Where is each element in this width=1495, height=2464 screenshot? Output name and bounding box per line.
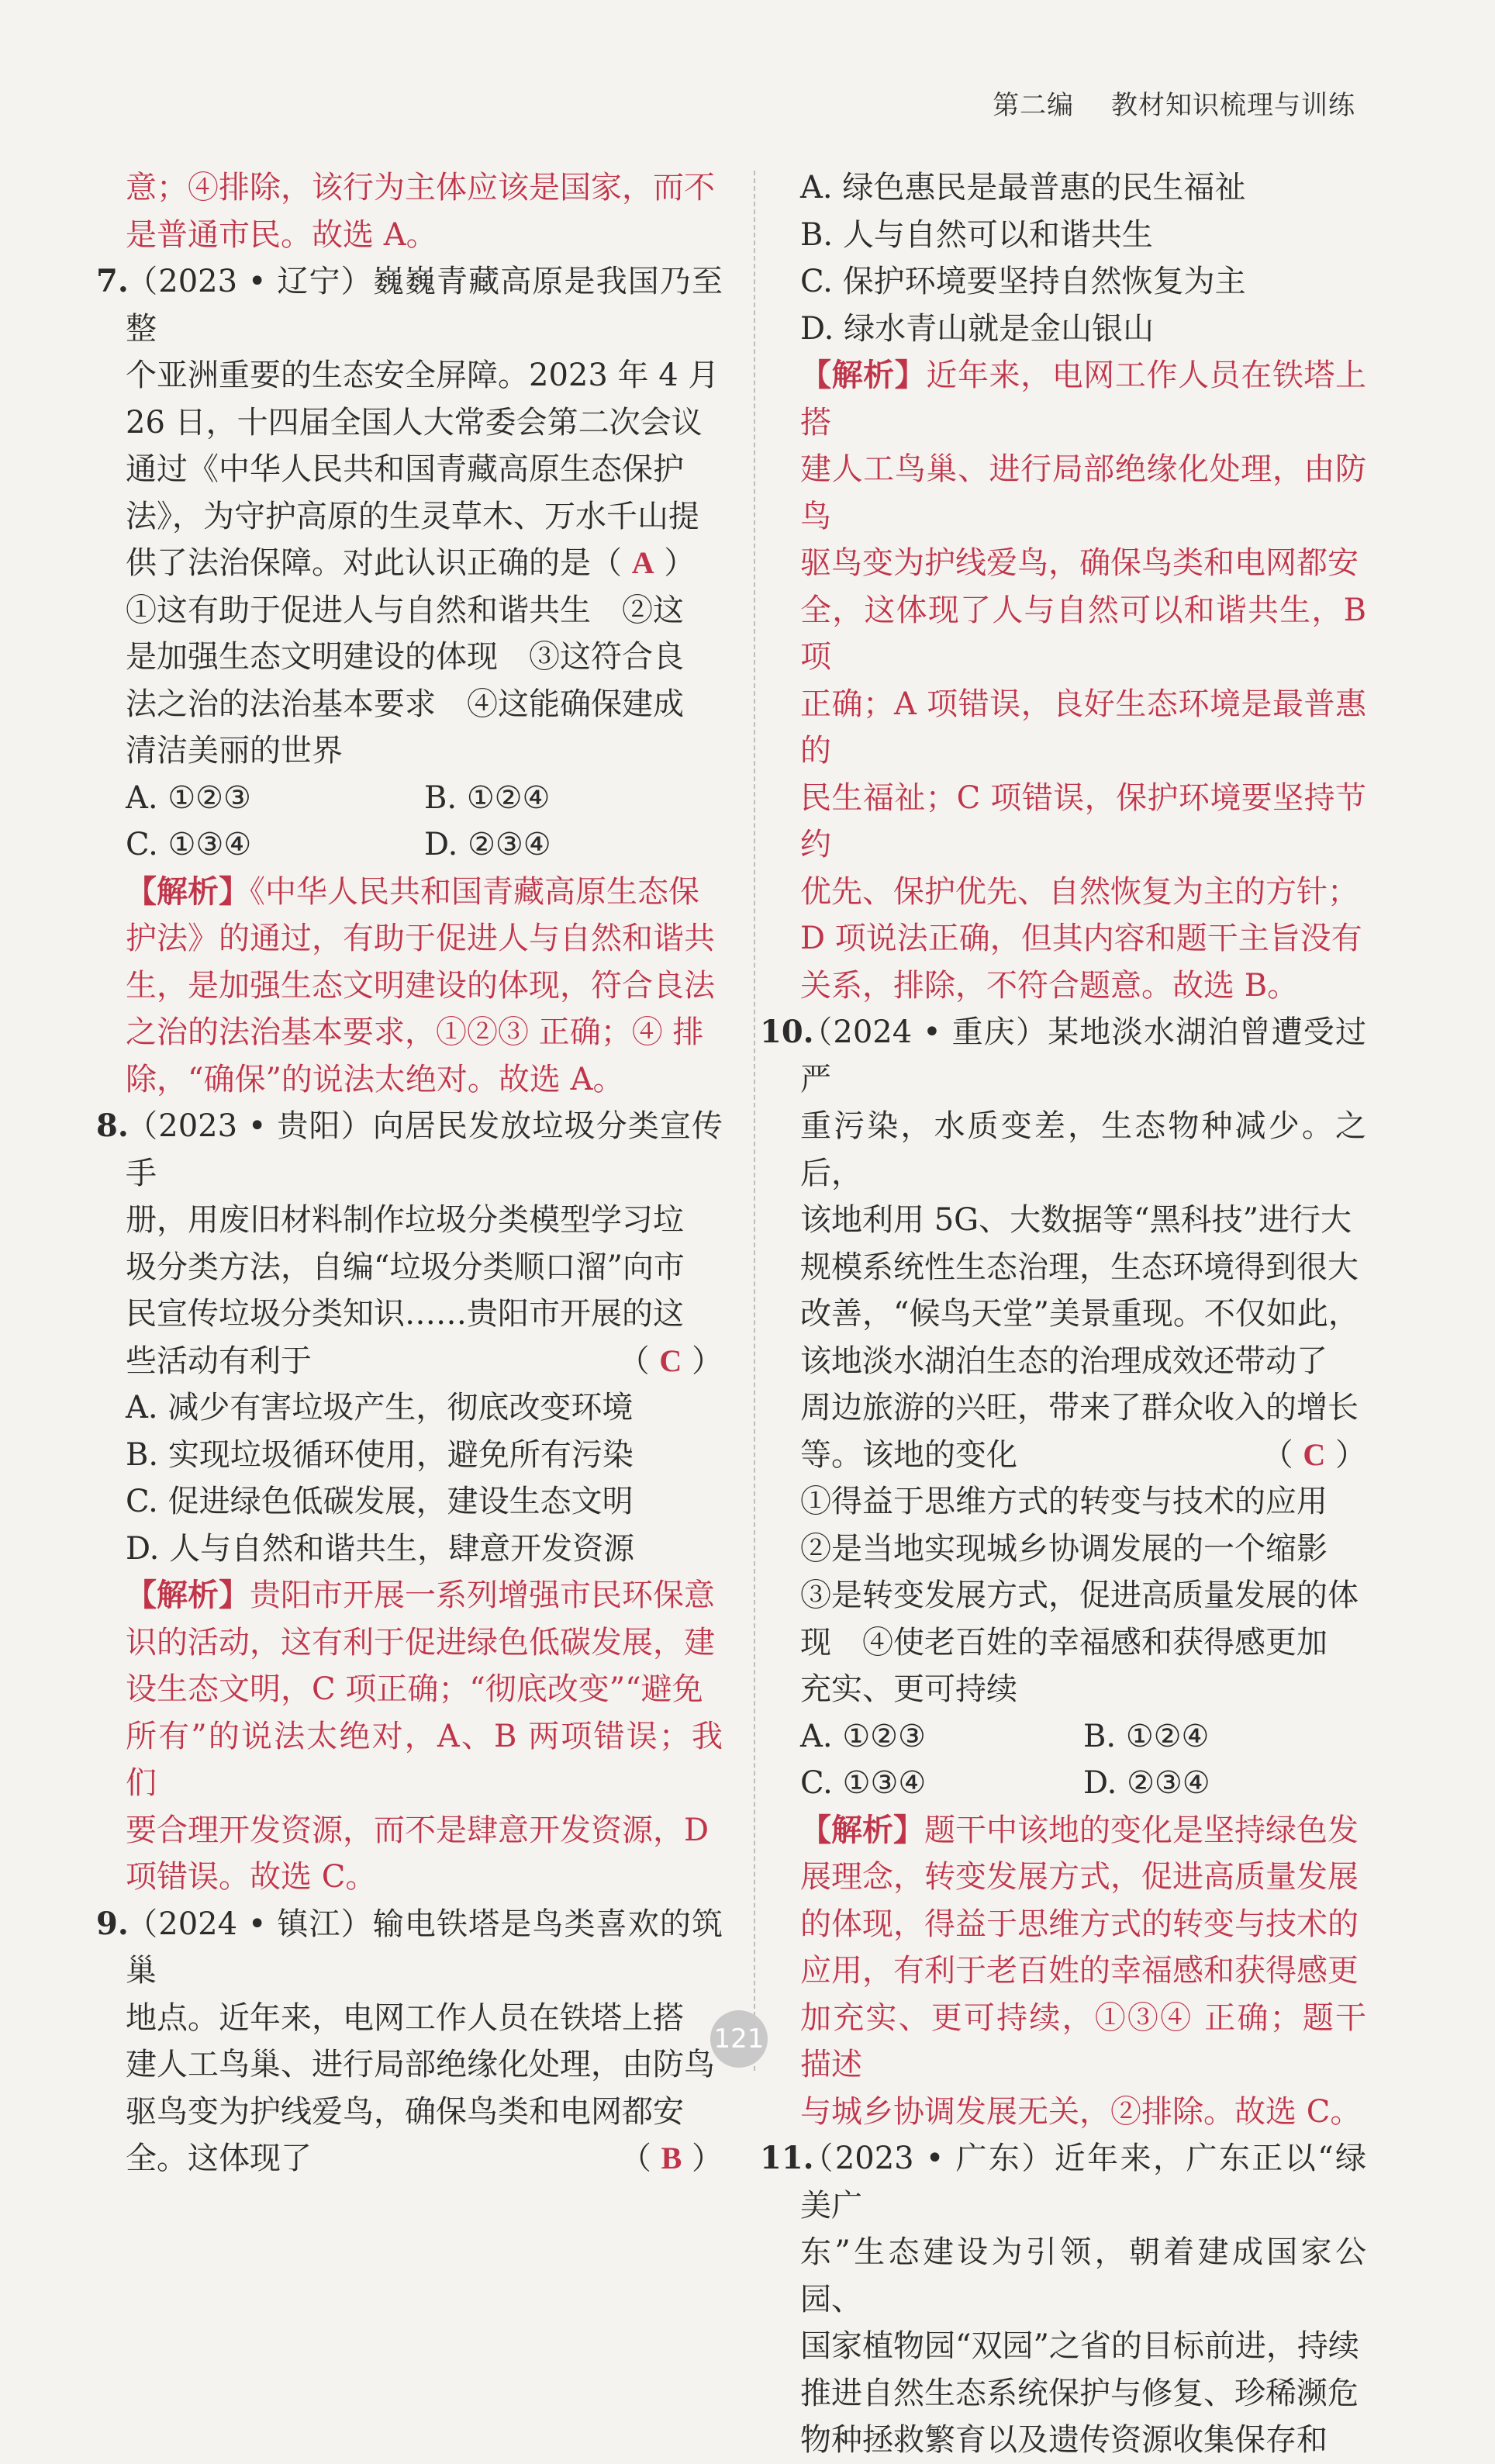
question-8	[96, 1103, 723, 1901]
analysis-text: 展理念，转变发展方式，促进高质量发展	[800, 1859, 1359, 1895]
question-text: 东”生态建设为引领，朝着建成国家公园、	[800, 2234, 1366, 2317]
analysis-text: 与城乡协调发展无关，②排除。故选 C。	[800, 2093, 1362, 2130]
continued-analysis-line: 是普通市民。故选 A。	[126, 216, 437, 253]
analysis-text: 应用，有利于老百姓的幸福感和获得感更	[800, 1953, 1359, 1989]
answer-bracket: （ B ）	[620, 2141, 723, 2176]
analysis-text: 民生福祉；C 项错误，保护环境要坚持节约	[800, 779, 1366, 862]
answer-bracket: （ C ）	[1262, 1436, 1366, 1473]
option-d: D. ②③④	[1083, 1765, 1210, 1801]
question-text: （2023 • 广东）近年来，广东正以“绿美广	[800, 2141, 1366, 2224]
analysis-label: 【解析】	[800, 1811, 924, 1848]
question-text: （2024 • 镇江）输电铁塔是鸟类喜欢的筑巢	[126, 1906, 723, 1989]
analysis-text: 优先、保护优先、自然恢复为主的方针；	[800, 873, 1359, 910]
question-text: 些活动有利于	[126, 1343, 312, 1379]
question-11	[760, 2135, 1366, 2464]
option-c: C. ①③④	[800, 1765, 927, 1801]
option-a: A. ①②③	[800, 1718, 926, 1754]
answer-bracket: （ A ）	[591, 545, 696, 581]
question-text: 26 日，十四届全国人大常委会第二次会议	[126, 404, 703, 441]
question-text: 改善，“候鸟天堂”美景重现。不仅如此，	[800, 1296, 1359, 1332]
analysis-text: D 项说法正确，但其内容和题干主旨没有	[800, 921, 1362, 956]
statement-line: 现 ④使老百姓的幸福感和获得感更加	[800, 1624, 1328, 1661]
question-number: 10.	[760, 1014, 814, 1050]
analysis-text: 建人工鸟巢、进行局部绝缘化处理，由防鸟	[800, 451, 1366, 534]
question-text: （2024 • 重庆）某地淡水湖泊曾遭受过严	[800, 1014, 1366, 1097]
question-text: 规模系统性生态治理，生态环境得到很大	[800, 1249, 1359, 1285]
question-9	[96, 1901, 723, 2182]
column-divider	[754, 171, 755, 2071]
answer-letter: C	[659, 1343, 682, 1378]
question-10	[760, 1009, 1366, 2135]
question-text: 国家植物园“双园”之省的目标前进，持续	[800, 2328, 1359, 2364]
answer-letter: A	[631, 545, 654, 580]
analysis-label: 【解析】	[126, 873, 250, 910]
question-text: 地点。近年来，电网工作人员在铁塔上搭	[126, 1999, 684, 2036]
statement-line: 法之治的法治基本要求 ④这能确保建成	[126, 686, 684, 722]
options-row	[126, 821, 723, 869]
options-row	[800, 1760, 1366, 1807]
analysis-text: 所有”的说法太绝对，A、B 两项错误；我们	[126, 1718, 723, 1801]
analysis-text: 的体现，得益于思维方式的转变与技术的	[800, 1906, 1359, 1942]
question-number: 11.	[760, 2140, 814, 2176]
analysis-text: 题干中该地的变化是坚持绿色发	[924, 1812, 1359, 1848]
analysis-text: 护法》的通过，有助于促进人与自然和谐共	[126, 921, 715, 956]
analysis-text: 加充实、更可持续，①③④ 正确；题干描述	[800, 1999, 1366, 2082]
analysis-text: 识的活动，这有利于促进绿色低碳发展，建	[126, 1624, 715, 1661]
option-d: D. ②③④	[424, 827, 551, 862]
statement-line: ②是当地实现城乡协调发展的一个缩影	[800, 1530, 1328, 1567]
question-text: 周边旅游的兴旺，带来了群众收入的增长	[800, 1390, 1359, 1426]
answer-bracket: （ C ）	[618, 1343, 723, 1379]
option-c: C. 促进绿色低碳发展，建设生态文明	[126, 1484, 634, 1519]
option-d: D. 人与自然和谐共生，肆意开发资源	[126, 1530, 635, 1567]
question-text: 重污染，水质变差，生态物种减少。之后，	[800, 1108, 1366, 1191]
analysis-text: 驱鸟变为护线爱鸟，确保鸟类和电网都安	[800, 545, 1359, 581]
right-column	[760, 164, 1367, 2464]
statement-line: ①得益于思维方式的转变与技术的应用	[800, 1484, 1328, 1519]
question-text: 等。该地的变化	[800, 1436, 1017, 1473]
header-section: 第二编	[993, 90, 1075, 121]
option-c: C. ①③④	[126, 827, 252, 862]
question-text: 通过《中华人民共和国青藏高原生态保护	[126, 451, 684, 487]
option-a: A. ①②③	[126, 779, 251, 816]
question-text: 物种拯救繁育以及遗传资源收集保存和	[800, 2422, 1328, 2458]
option-b: B. 人与自然可以和谐共生	[800, 216, 1153, 253]
left-column	[96, 164, 723, 2182]
analysis-text: 设生态文明，C 项正确；“彻底改变”“避免	[126, 1671, 703, 1707]
question-text: 全。这体现了	[126, 2141, 312, 2176]
statement-line: ③是转变发展方式，促进高质量发展的体	[800, 1578, 1359, 1613]
option-d: D. 绿水青山就是金山银山	[800, 310, 1155, 347]
option-b: B. ①②④	[424, 779, 551, 816]
question-text: （2023 • 辽宁）巍巍青藏高原是我国乃至整	[126, 264, 723, 347]
question-number: 8.	[96, 1108, 129, 1144]
analysis-text: 要合理开发资源，而不是肆意开发资源，D	[126, 1812, 710, 1848]
question-number: 9.	[96, 1905, 129, 1942]
analysis-text: 关系，排除，不符合题意。故选 B。	[800, 967, 1299, 1004]
question-text: 驱鸟变为护线爱鸟，确保鸟类和电网都安	[126, 2093, 684, 2130]
question-text: 供了法治保障。对此认识正确的是	[126, 545, 591, 581]
statement-line: 充实、更可持续	[800, 1671, 1017, 1707]
question-7	[96, 258, 723, 1103]
question-text: 法》，为守护高原的生灵草木、万水千山提	[126, 498, 699, 534]
question-text: 个亚洲重要的生态安全屏障。2023 年 4 月	[126, 358, 720, 393]
option-c: C. 保护环境要坚持自然恢复为主	[800, 264, 1246, 299]
option-b: B. ①②④	[1083, 1718, 1210, 1754]
statement-line: ①这有助于促进人与自然和谐共生 ②这	[126, 592, 684, 628]
analysis-text: 之治的法治基本要求，①②③ 正确；④ 排	[126, 1014, 704, 1050]
question-text: 该地利用 5G、大数据等“黑科技”进行大	[800, 1202, 1352, 1238]
question-text: 册，用废旧材料制作垃圾分类模型学习垃	[126, 1202, 684, 1238]
analysis-text: 近年来，电网工作人员在铁塔上搭	[800, 358, 1367, 441]
question-text: 推进自然生态系统保护与修复、珍稀濒危	[800, 2375, 1359, 2411]
analysis-label: 【解析】	[126, 1577, 250, 1613]
analysis-text: 《中华人民共和国青藏高原生态保	[250, 873, 699, 910]
option-a: A. 减少有害垃圾产生，彻底改变环境	[126, 1390, 634, 1426]
question-text: 建人工鸟巢、进行局部绝缘化处理，由防鸟	[126, 2047, 715, 2082]
answer-letter: B	[661, 2141, 682, 2175]
analysis-text: 除，“确保”的说法太绝对。故选 A。	[126, 1061, 624, 1097]
page-header	[965, 84, 1355, 122]
answer-letter: C	[1303, 1436, 1326, 1472]
header-title: 教材知识梳理与训练	[1111, 90, 1355, 121]
continued-analysis-line: 意；④排除，该行为主体应该是国家，而不	[126, 170, 715, 206]
analysis-text: 贵阳市开展一系列增强市民环保意	[250, 1578, 715, 1613]
analysis-label: 【解析】	[800, 357, 927, 393]
analysis-text: 生，是加强生态文明建设的体现，符合良法	[126, 967, 715, 1004]
statement-line: 是加强生态文明建设的体现 ③这符合良	[126, 639, 684, 675]
question-number: 7.	[96, 263, 129, 299]
options-row	[126, 775, 723, 822]
question-text: 该地淡水湖泊生态的治理成效还带动了	[800, 1343, 1328, 1379]
option-a: A. 绿色惠民是最普惠的民生福祉	[800, 170, 1246, 206]
question-text: （2023 • 贵阳）向居民发放垃圾分类宣传手	[126, 1108, 723, 1191]
option-b: B. 实现垃圾循环使用，避免所有污染	[126, 1436, 634, 1473]
analysis-text: 正确；A 项错误，良好生态环境是最普惠的	[800, 686, 1366, 769]
analysis-text: 全，这体现了人与自然可以和谐共生，B 项	[800, 592, 1366, 675]
analysis-text: 项错误。故选 C。	[126, 1859, 377, 1895]
statement-line: 清洁美丽的世界	[126, 733, 343, 769]
question-text: 圾分类方法，自编“垃圾分类顺口溜”向市	[126, 1249, 685, 1285]
question-text: 民宣传垃圾分类知识……贵阳市开展的这	[126, 1296, 684, 1332]
options-row	[800, 1713, 1366, 1761]
page-number: 121	[710, 2010, 768, 2068]
